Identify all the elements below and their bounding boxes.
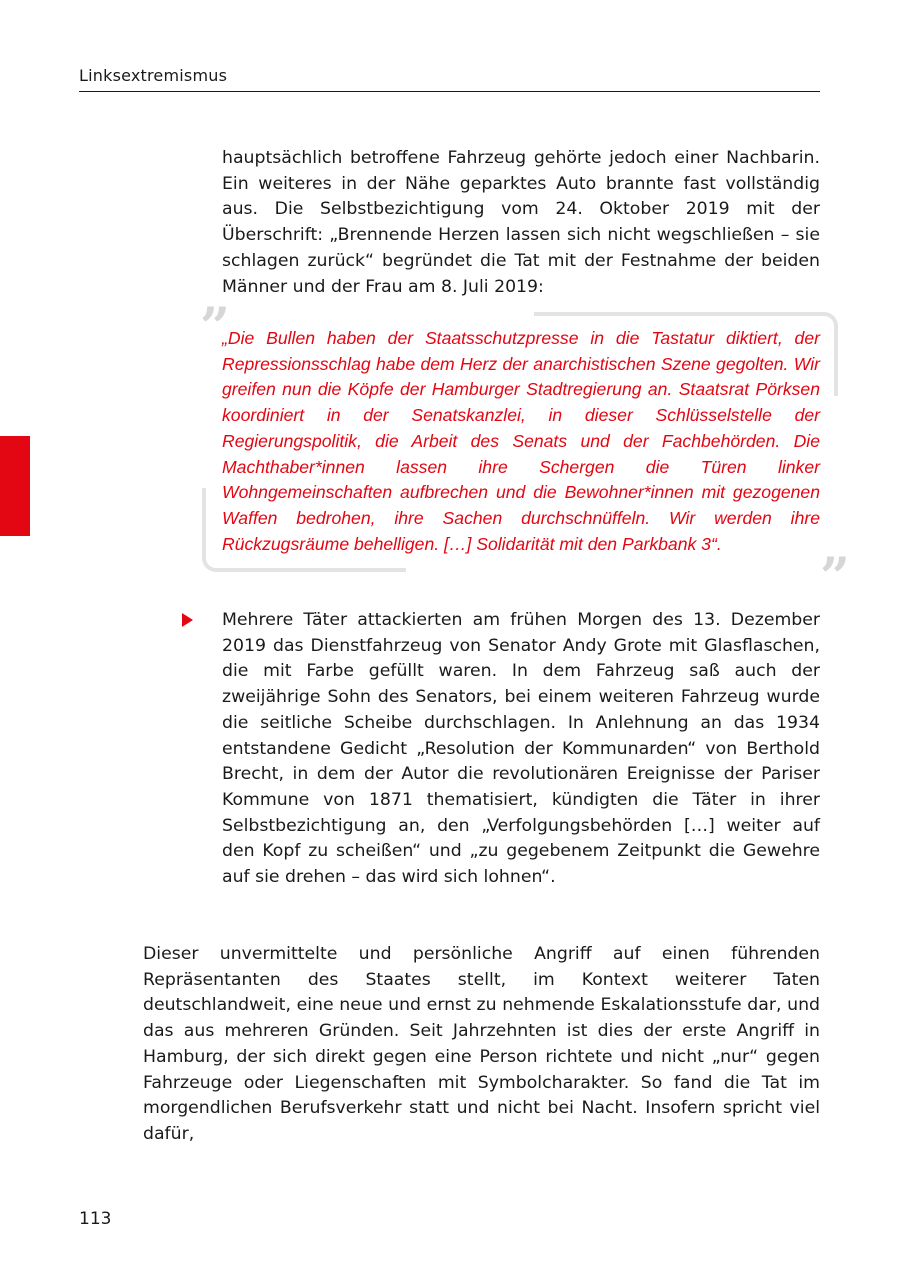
running-header xyxy=(79,66,820,92)
quote-open-mark-icon: ” xyxy=(200,297,230,358)
list-item-text: Mehrere Täter attackierten am frühen Morgen des 13. Dezember 2019 das Dienstfahrzeug von Senator Andy Grote mit Glasflaschen, die mit Farbe gefüllt waren. In dem Fahrzeug saß auch der zweijährige Sohn des Senators, bei einem weiteren Fahrzeug wurde die seitliche Scheibe durchschlagen. In Anlehnung an das 1934 entstandene Gedicht „Resolution der Kommunarden“ von Berthold Brecht, in dem der Autor die revolutionären Ereignisse der Pariser Kommune von 1871 thematisiert, kündigten die Täter in ihrer Selbstbezichtigung an, den „Verfolgungsbehörden […] weiter auf den Kopf zu scheißen“ und „zu gegebenem Zeitpunkt die Gewehre auf sie drehen – das wird sich lohnen“. xyxy=(222,610,820,888)
page-number: 113 xyxy=(79,1209,112,1229)
running-title: Linksextremismus xyxy=(79,66,228,85)
bullet-arrow-icon xyxy=(182,613,193,627)
intro-paragraph: hauptsächlich betroffene Fahrzeug gehörte jedoch einer Nachbarin. Ein weiteres in der Nähe geparktes Auto brannte fast vollständig aus. Die Selbstbezichtigung vom 24. Oktober 2019 mit der Überschrift: „Brennende Herzen lassen sich nicht wegschließen – sie schlagen zurück“ begründet die Tat mit der Festnahme der beiden Männer und der Frau am 8. Juli 2019: xyxy=(222,148,820,297)
chapter-side-marker xyxy=(0,436,30,536)
quote-close-mark-icon: ” xyxy=(820,547,850,608)
quote-text: „Die Bullen haben der Staatsschutzpresse in die Tastatur diktiert, der Repressionsschlag habe dem Herz der anarchistischen Szene gegolten. Wir greifen nun die Köpfe der Hamburger Stadtregierung an. Staatsrat Pörksen koordiniert in der Senatskanzlei, in dieser Schlüsselstelle der Regierungspolitik, die Arbeit des Senats und der Fachbehörden. Die Machthaber*innen lassen ihre Schergen die Türen linker Wohngemeinschaften aufbrechen und die Bewohner*innen mit gezogenen Waffen bedrohen, ihre Sachen durchschnüffeln. Wir werden ihre Rückzugsräume behelligen. […] Solidarität mit den Parkbank 3“. xyxy=(222,328,820,554)
main-paragraph: Dieser unvermittelte und persönliche Angriff auf einen führenden Repräsentanten des Staates stellt, im Kontext weiterer Taten deutschlandweit, eine neue und ernst zu nehmende Eskalationsstufe dar, und das aus mehreren Gründen. Seit Jahrzehnten ist dies der erste Angriff in Hamburg, der sich direkt gegen eine Person richtete und nicht „nur“ gegen Fahrzeuge oder Liegenschaften mit Symbolcharakter. So fand die Tat im morgendlichen Berufsverkehr statt und nicht bei Nacht. Insofern spricht viel dafür, xyxy=(143,944,820,1144)
